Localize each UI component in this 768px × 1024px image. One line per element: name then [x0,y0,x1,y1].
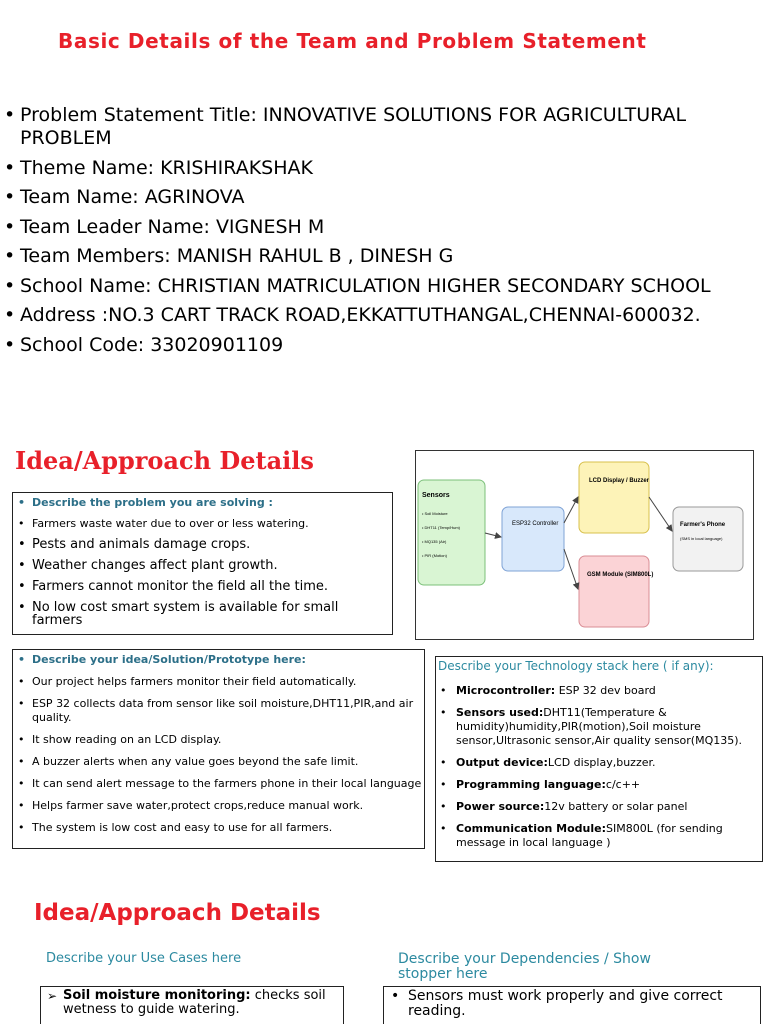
tech-item: • Microcontroller: ESP 32 dev board [436,684,762,698]
tech-item: • Power source:12v battery or solar panel [436,800,762,814]
solution-item: • A buzzer alerts when any value goes beyond the safe limit. [13,755,424,769]
arrow-bullet-icon: ➢ [47,989,58,1003]
gsm-block [579,556,649,627]
use-cases-box [40,986,344,1024]
page-title: Basic Details of the Team and Problem Statement [58,29,647,53]
sensor-item: • MQ135 (Air) [422,539,447,544]
arrow-sensors-controller [485,533,501,537]
tech-item: • Programming language:c/c++ [436,778,762,792]
phone-block-label: Farmer's Phone [680,522,726,528]
use-cases-title: Describe your Use Cases here [46,951,242,966]
team-detail-theme: • Theme Name: KRISHIRAKSHAK [4,156,313,179]
idea-section-title: Idea/Approach Details [15,446,314,475]
team-detail-members: • Team Members: MANISH RAHUL B , DINESH G [4,245,454,267]
problem-item: • Farmers cannot monitor the field all the time. [13,580,392,594]
lcd-block-label: LCD Display / Buzzer [589,478,650,484]
tech-item: • Communication Module:SIM800L (for sending message in local language ) [436,822,762,850]
gsm-block-label: GSM Module (SIM800L) [587,572,654,578]
controller-block-label: ESP32 Controller [512,521,559,527]
solution-item: • It can send alert message to the farmers phone in their local language [13,777,424,791]
solution-item: • Our project helps farmers monitor their field automatically. [13,675,424,689]
sensors-block-title: Sensors [422,492,450,499]
arrow-controller-lcd [564,497,578,523]
solution-item: • The system is low cost and easy to use for all farmers. [13,821,424,835]
controller-block [502,507,564,571]
block-diagram-svg [416,451,755,641]
dependencies-title: Describe your Dependencies / Show stopper here [398,951,651,982]
team-detail-problem-title: • Problem Statement Title: INNOVATIVE SOLUTIONS FOR AGRICULTURAL PROBLEM [4,104,687,149]
tech-item: • Sensors used:DHT11(Temperature & humidity)humidity,PIR(motion),Soil moisture sensor,Ultrasonic sensor,Air quality sensor(MQ135). [436,706,762,748]
dependency-item: Sensors must work properly and give correct reading. [408,988,723,1019]
bullet-icon: • [391,988,400,1004]
phone-block-note: (SMS in local language) [680,536,723,541]
use-case-label: Soil moisture monitoring: [63,988,251,1003]
solution-heading: • Describe your idea/Solution/Prototype here: [13,653,424,667]
tech-stack-title: Describe your Technology stack here ( if any): [438,659,714,673]
problem-item: • Weather changes affect plant growth. [13,559,392,573]
lcd-block [579,462,649,533]
solution-box [12,649,425,849]
team-details-list [4,104,768,363]
arrow-lcd-phone [649,497,672,531]
team-detail-address: • Address :NO.3 CART TRACK ROAD,EKKATTUTHANGAL,CHENNAI-600032. [4,304,701,326]
idea-section-title-2: Idea/Approach Details [34,900,321,926]
sensor-item: • Soil Moisture [422,511,448,516]
problem-heading: • Describe the problem you are solving : [13,496,392,510]
tech-stack-box [435,656,763,862]
sensor-item: • DHT11 (Temp/Hum) [422,525,460,530]
solution-item: • It show reading on an LCD display. [13,733,424,747]
dependencies-box [383,986,761,1024]
team-detail-leader: • Team Leader Name: VIGNESH M [4,215,325,238]
team-detail-team-name: • Team Name: AGRINOVA [4,186,245,208]
arrow-controller-gsm [564,549,578,589]
problem-item: • Farmers waste water due to over or less watering. [13,517,392,531]
problem-item: • Pests and animals damage crops. [13,538,392,552]
tech-item: • Output device:LCD display,buzzer. [436,756,762,770]
solution-item: • Helps farmer save water,protect crops,reduce manual work. [13,799,424,813]
use-case-text: checks soil wetness to guide watering. [63,988,326,1017]
system-block-diagram [415,450,754,640]
team-detail-school-code: • School Code: 33020901109 [4,333,284,356]
problem-box [12,492,393,635]
solution-item: • ESP 32 collects data from sensor like soil moisture,DHT11,PIR,and air quality. [13,697,424,725]
sensor-item: • PIR (Motion) [422,553,447,558]
problem-item: • No low cost smart system is available for small farmers [13,601,392,627]
team-detail-school: • School Name: CHRISTIAN MATRICULATION HIGHER SECONDARY SCHOOL [4,274,711,297]
